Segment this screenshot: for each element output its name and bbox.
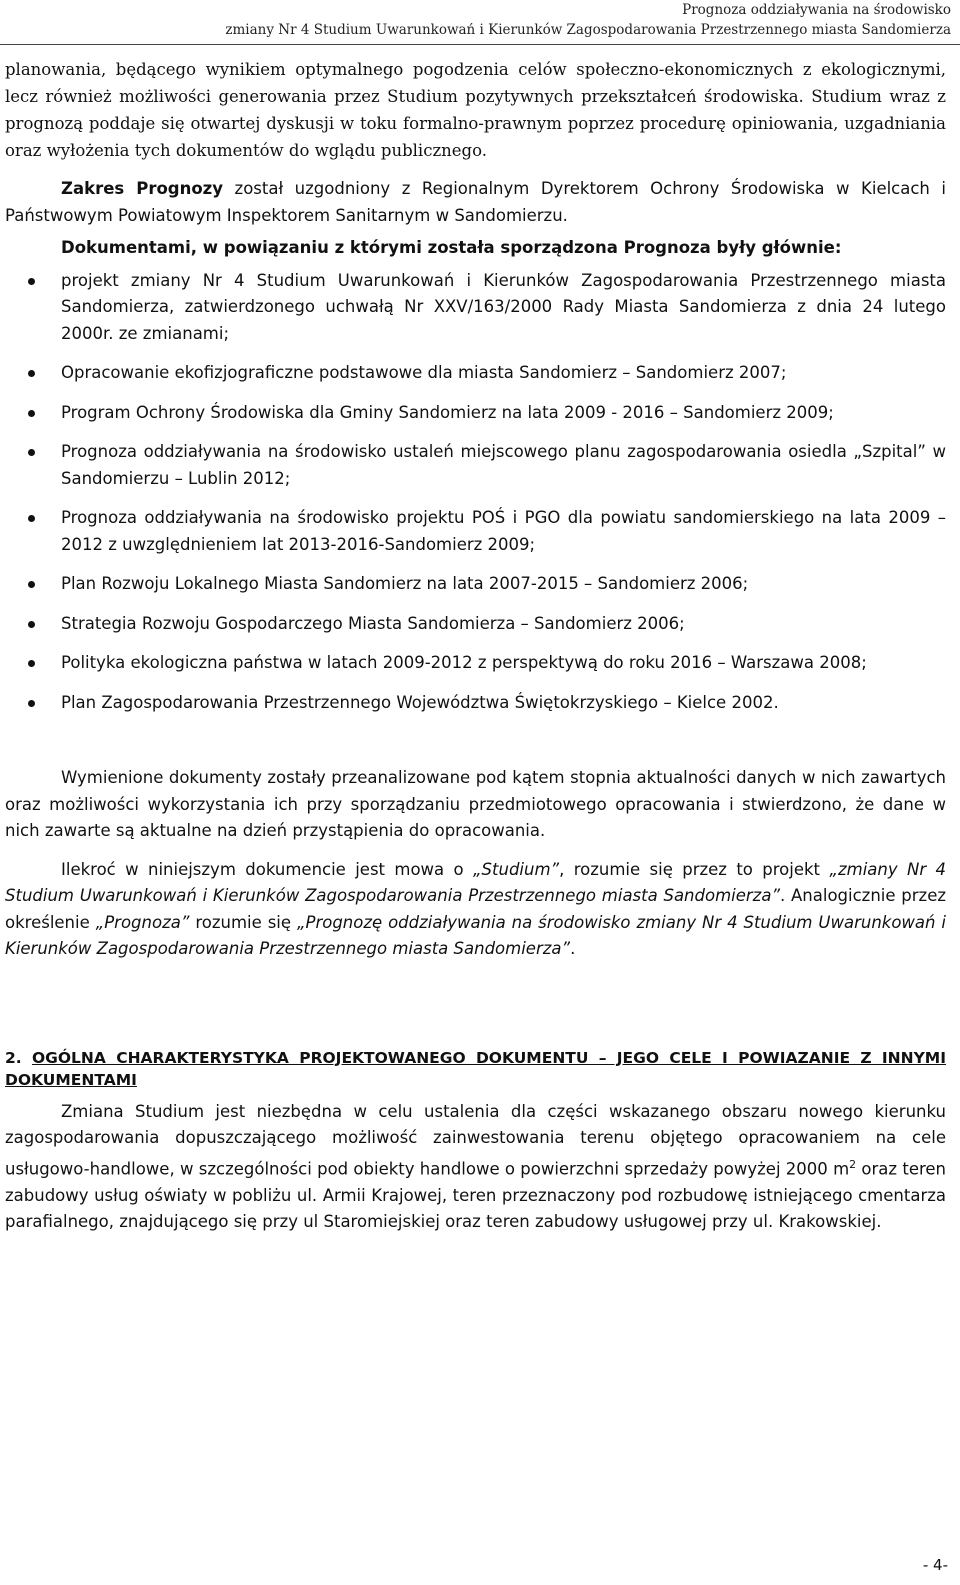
running-header <box>0 0 960 44</box>
header-title: Prognoza oddziaływania na środowisko <box>682 2 951 18</box>
intro-paragraph: planowania, będącego wynikiem optymalnego pogodzenia celów społeczno-ekonomicznych z ekologicznymi, lecz również możliwości generowania przez Studium pozytywnych przekształceń środowiska. Studium wraz z prognozą poddaje się otwartej dyskusji w toku formalno-prawnym poprzez procedurę opiniowania, uzgadniania oraz wyłożenia tych dokumentów do wglądu publicznego. <box>5 60 946 160</box>
list-item: Program Ochrony Środowiska dla Gminy Sandomierz na lata 2009 - 2016 – Sandomierz 2009; <box>5 400 946 427</box>
bullet-icon <box>28 410 35 417</box>
list-item: Plan Rozwoju Lokalnego Miasta Sandomierz na lata 2007-2015 – Sandomierz 2006; <box>5 571 946 598</box>
section-number: 2. <box>5 1048 22 1067</box>
bullet-icon <box>28 581 35 588</box>
bullet-icon <box>28 449 35 456</box>
documents-heading: Dokumentami, w powiązaniu z którymi została sporządzona Prognoza były głównie: <box>61 238 842 257</box>
list-item: projekt zmiany Nr 4 Studium Uwarunkowań i Kierunków Zagospodarowania Przestrzennego miasta Sandomierza, zatwierdzonego uchwałą Nr XXV/163/2000 Rady Miasta Sandomierza z dnia 24 lutego 2000r. ze zmianami; <box>5 268 946 348</box>
scope-text: został uzgodniony z Regionalnym Dyrektorem Ochrony Środowiska w Kielcach i Państwowym Powiatowym Inspektorem Sanitarnym w Sandomierzu. <box>5 179 946 225</box>
list-item: Prognoza oddziaływania na środowisko projektu POŚ i PGO dla powiatu sandomierskiego na lata 2009 – 2012 z uwzględnieniem lat 2013-2016-Sandomierz 2009; <box>5 505 946 558</box>
list-item: Prognoza oddziaływania na środowisko ustaleń miejscowego planu zagospodarowania osiedla „Szpital” w Sandomierzu – Lublin 2012; <box>5 439 946 492</box>
bullet-icon <box>28 621 35 628</box>
page-content <box>5 56 946 1236</box>
page-number: - 4- <box>922 1556 948 1574</box>
list-item: Strategia Rozwoju Gospodarczego Miasta Sandomierza – Sandomierz 2006; <box>5 611 946 638</box>
bullet-icon <box>28 700 35 707</box>
bullet-icon <box>28 660 35 667</box>
list-item: Plan Zagospodarowania Przestrzennego Województwa Świętokrzyskiego – Kielce 2002. <box>5 690 946 717</box>
section-title: OGÓLNA CHARAKTERYSTYKA PROJEKTOWANEGO DOKUMENTU – JEGO CELE I POWIAZANIE Z INNYMI DOKUMENTAMI <box>5 1048 946 1089</box>
header-divider <box>0 44 960 45</box>
section-paragraph: Zmiana Studium jest niezbędna w celu ustalenia dla części wskazanego obszaru nowego kierunku zagospodarowania dopuszczającego możliwość zainwestowania terenu objętego opracowaniem na cele usługowo-handlowe, w szczególności pod obiekty handlowe o powierzchni sprzedaży powyżej 2000 $m^2$ oraz teren zabudowy usług oświaty w pobliżu ul. Armii Krajowej, teren przeznaczony pod rozbudowę istniejącego cmentarza parafialnego, znajdującego się przy ul Staromiejskiej oraz teren zabudowy usługowej przy ul. Krakowskiej. <box>5 1101 947 1231</box>
header-subtitle: zmiany Nr 4 Studium Uwarunkowań i Kierunków Zagospodarowania Przestrzennego miasta Sandomierza <box>225 22 951 38</box>
bullet-icon <box>28 278 35 285</box>
definitions-paragraph: Ilekroć w niniejszym dokumencie jest mowa o „Studium”, rozumie się przez to projekt „zmiany Nr 4 Studium Uwarunkowań i Kierunków Zagospodarowania Przestrzennego miasta Sandomierza”. Analogicznie przez określenie „Prognoza” rozumie się „Prognozę oddziaływania na środowisko zmiany Nr 4 Studium Uwarunkowań i Kierunków Zagospodarowania Przestrzennego miasta Sandomierza”. <box>5 859 947 958</box>
list-item: Polityka ekologiczna państwa w latach 2009-2012 z perspektywą do roku 2016 – Warszawa 2008; <box>5 650 946 677</box>
scope-paragraph <box>5 176 946 229</box>
bullet-icon <box>28 370 35 377</box>
section-heading <box>5 1047 946 1091</box>
documents-list <box>5 268 946 717</box>
list-item: Opracowanie ekofizjograficzne podstawowe dla miasta Sandomierz – Sandomierz 2007; <box>5 360 946 387</box>
bullet-icon <box>28 515 35 522</box>
analysis-paragraph: Wymienione dokumenty zostały przeanalizowane pod kątem stopnia aktualności danych w nich zawartych oraz możliwości wykorzystania ich przy sporządzaniu przedmiotowego opracowania i stwierdzono, że dane w nich zawarte są aktualne na dzień przystąpienia do opracowania. <box>5 768 946 840</box>
scope-bold: Zakres Prognozy <box>61 179 224 198</box>
